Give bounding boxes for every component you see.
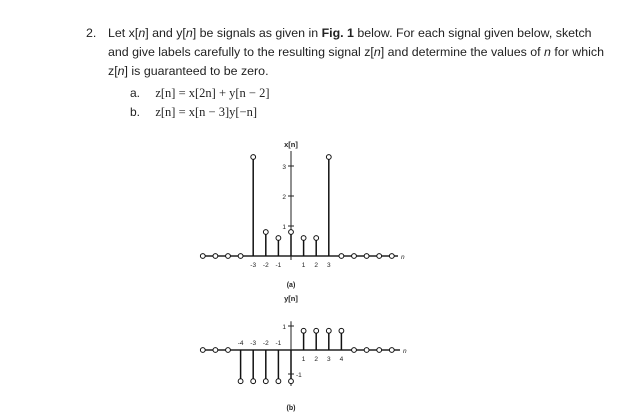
stem-marker (276, 236, 281, 241)
figure-caption: (a) (286, 282, 296, 289)
stem-marker (301, 328, 306, 333)
stem-var: n (117, 64, 125, 78)
x-tick-label: 3 (326, 356, 331, 363)
x-tick-label: 1 (301, 356, 306, 363)
problem-statement (108, 24, 608, 81)
x-tick-label: -3 (250, 340, 257, 347)
stem-marker (364, 348, 369, 353)
figure-caption: (b) (286, 405, 296, 412)
signal-title: y[n] (284, 294, 298, 303)
signal-title: x[n] (284, 140, 298, 149)
stem-var: n (544, 45, 551, 59)
x-tick-label: -4 (237, 340, 244, 347)
problem-number: 2. (86, 26, 97, 40)
part-label: a. (130, 86, 141, 100)
figure-b-y-stem-plot (0, 280, 634, 412)
stem-text: ] be signals as given in (192, 26, 322, 40)
stem-marker (276, 379, 281, 384)
stem-marker (364, 254, 369, 259)
stem-text: ] and y[ (145, 26, 186, 40)
stem-marker (389, 348, 394, 353)
x-tick-label: -1 (275, 262, 282, 269)
stem-marker (200, 348, 205, 353)
y-tick-label: -1 (296, 372, 302, 379)
x-tick-label: -2 (262, 340, 269, 347)
stem-marker (326, 155, 331, 160)
stem-marker (251, 155, 256, 160)
stem-text: ] is guaranteed to be zero. (124, 64, 269, 78)
stem-marker (238, 254, 243, 259)
stem-marker (213, 254, 218, 259)
stem-marker (263, 379, 268, 384)
x-tick-label: 1 (301, 262, 306, 269)
stem-marker (301, 236, 306, 241)
x-tick-label: 2 (314, 262, 319, 269)
stem-marker (389, 254, 394, 259)
stem-marker (352, 348, 357, 353)
x-tick-label: -1 (275, 340, 282, 347)
stem-var: n (373, 45, 381, 59)
stem-marker (339, 254, 344, 259)
stem-marker (314, 236, 319, 241)
stem-marker (314, 328, 319, 333)
stem-marker (226, 254, 231, 259)
stem-marker (326, 328, 331, 333)
part-equation: z[n] = x[2n] + y[n − 2] (155, 86, 270, 100)
figure-reference: Fig. 1 (321, 26, 354, 40)
part-b (130, 103, 270, 122)
x-tick-label: 4 (339, 356, 344, 363)
sub-questions (130, 84, 270, 122)
x-tick-label: 2 (314, 356, 319, 363)
stem-marker (226, 348, 231, 353)
stem-marker (263, 230, 268, 235)
stem-text: Let x[ (108, 26, 139, 40)
stem-marker (289, 230, 294, 235)
stem-text: below. For each signal given below, sketch and give labels carefully to the resulting signal z[ (108, 26, 592, 59)
x-tick-label: 3 (326, 262, 331, 269)
stem-marker (251, 379, 256, 384)
y-tick-label: 1 (282, 324, 286, 331)
x-tick-label: -3 (250, 262, 257, 269)
stem-marker (377, 348, 382, 353)
stem-marker (289, 379, 294, 384)
stem-marker (377, 254, 382, 259)
stem-marker (213, 348, 218, 353)
axis-variable-label: n (401, 254, 405, 261)
part-label: b. (130, 105, 141, 119)
y-tick-label: 1 (282, 224, 286, 231)
figure-a-x-stem-plot (0, 135, 634, 289)
stem-marker (352, 254, 357, 259)
stem-marker (238, 379, 243, 384)
stem-var: n (185, 26, 193, 40)
stem-text: ] and determine the values of (380, 45, 545, 59)
y-tick-label: 3 (282, 164, 286, 171)
stem-marker (200, 254, 205, 259)
part-a (130, 84, 270, 103)
stem-marker (339, 328, 344, 333)
y-tick-label: 2 (282, 194, 286, 201)
stem-text: for which z[ (108, 45, 604, 78)
axis-variable-label: n (403, 348, 407, 355)
stem-var: n (138, 26, 146, 40)
part-equation: z[n] = x[n − 3]y[−n] (155, 105, 258, 119)
x-tick-label: -2 (262, 262, 269, 269)
